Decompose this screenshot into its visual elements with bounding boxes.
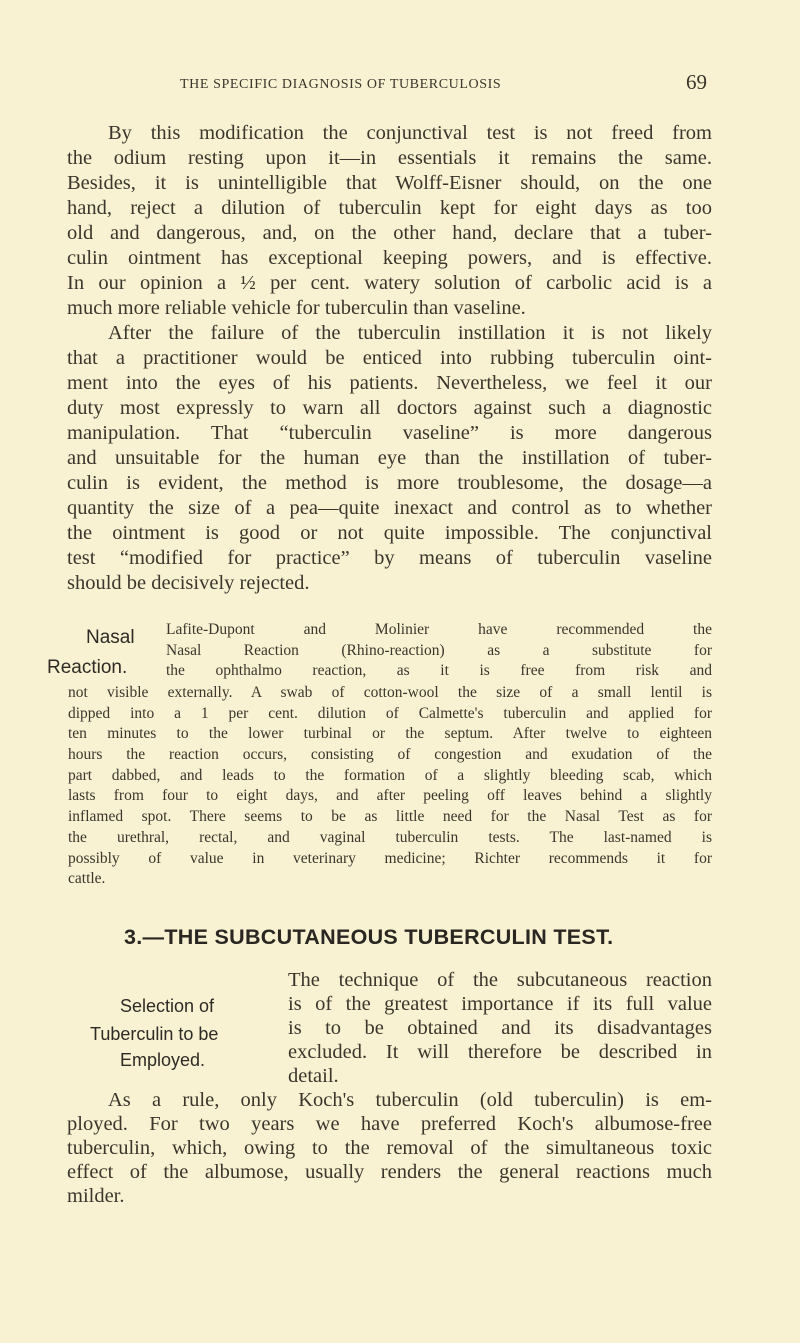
text-line: the ointment is good or not quite impossible. The conjunctival — [67, 522, 712, 544]
side-heading-employed: Employed. — [120, 1050, 206, 1070]
text-line: inflamed spot. There seems to be as little need for the Nasal Test as for — [68, 808, 712, 826]
text-line: should be decisively rejected. — [67, 572, 310, 594]
text-line: excluded. It will therefore be described in — [288, 1041, 712, 1063]
text-line: the odium resting upon it—in essentials it remains the same. — [67, 147, 712, 169]
side-heading-nasal: Nasal — [86, 627, 135, 648]
text-line: As a rule, only Koch's tuberculin (old tuberculin) is em- — [108, 1089, 712, 1111]
text-line: possibly of value in veterinary medicine; Richter recommends it for — [68, 849, 712, 867]
nasal-paragraph-top — [166, 620, 712, 682]
text-line: quantity the size of a pea—quite inexact and control as to whether — [67, 497, 712, 519]
text-line: is to be obtained and its disadvantages — [288, 1017, 712, 1039]
text-line: After the failure of the tuberculin instillation it is not likely — [108, 322, 712, 344]
text-line: In our opinion a ½ per cent. watery solution of carbolic acid is a — [67, 272, 712, 294]
text-line: hours the reaction occurs, consisting of congestion and exudation of the — [68, 746, 712, 764]
text-line: effect of the albumose, usually renders the general reactions much — [67, 1161, 712, 1183]
text-line: ployed. For two years we have preferred Koch's albumose-free — [67, 1113, 712, 1135]
text-line: cattle. — [68, 870, 106, 888]
page-number: 69 — [686, 70, 707, 94]
text-line: manipulation. That “tuberculin vaseline” is more dangerous — [67, 422, 712, 444]
text-line: Lafite-Dupont and Molinier have recommended the — [166, 621, 712, 638]
text-line: tuberculin, which, owing to the removal of the simultaneous toxic — [67, 1137, 712, 1159]
text-line: Besides, it is unintelligible that Wolff-Eisner should, on the one — [67, 172, 712, 194]
text-line: hand, reject a dilution of tuberculin kept for eight days as too — [67, 197, 712, 219]
text-line: culin ointment has exceptional keeping powers, and is effective. — [67, 247, 712, 269]
paragraph-conjunctival-modification — [67, 121, 712, 321]
text-line: ten minutes to the lower turbinal or the septum. After twelve to eighteen — [68, 725, 712, 743]
text-line: test “modified for practice” by means of tuberculin vaseline — [67, 547, 712, 569]
text-line: dipped into a 1 per cent. dilution of Calmette's tuberculin and applied for — [68, 704, 712, 722]
text-line: culin is evident, the method is more troublesome, the dosage—a — [67, 472, 712, 494]
text-line: and unsuitable for the human eye than the instillation of tuber- — [67, 447, 712, 469]
text-line: not visible externally. A swab of cotton-wool the size of a small lentil is — [68, 684, 712, 701]
text-line: the urethral, rectal, and vaginal tuberculin tests. The last-named is — [68, 828, 712, 846]
nasal-paragraph-rest — [68, 683, 712, 890]
text-line: is of the greatest importance if its full value — [288, 993, 712, 1015]
running-head: THE SPECIFIC DIAGNOSIS OF TUBERCULOSIS — [180, 77, 502, 92]
text-line: the ophthalmo reaction, as it is free from risk and — [166, 662, 712, 680]
text-line: Nasal Reaction (Rhino-reaction) as a substitute for — [166, 641, 712, 659]
text-line: detail. — [288, 1065, 339, 1087]
text-line: By this modification the conjunctival test is not freed from — [108, 122, 712, 144]
text-line: much more reliable vehicle for tuberculin than vaseline. — [67, 297, 526, 319]
text-line: The technique of the subcutaneous reaction — [288, 969, 712, 991]
side-heading-reaction: Reaction. — [47, 657, 128, 678]
text-line: lasts from four to eight days, and after peeling off leaves behind a slightly — [68, 787, 712, 805]
paragraph-tuberculin-ointment — [67, 321, 712, 596]
subcutaneous-paragraph-top — [288, 968, 712, 1088]
text-line: old and dangerous, and, on the other hand, declare that a tuber- — [67, 222, 712, 244]
subcutaneous-paragraph-rest — [67, 1088, 712, 1208]
text-line: that a practitioner would be enticed into rubbing tuberculin oint- — [67, 347, 712, 369]
section-heading: 3.—THE SUBCUTANEOUS TUBERCULIN TEST. — [124, 925, 614, 949]
side-heading-tuberculin: Tuberculin to be — [90, 1024, 219, 1044]
side-heading-selection: Selection of — [120, 996, 215, 1016]
text-line: ment into the eyes of his patients. Nevertheless, we feel it our — [67, 372, 712, 394]
text-line: milder. — [67, 1185, 125, 1207]
text-line: part dabbed, and leads to the formation of a slightly bleeding scab, which — [68, 766, 712, 784]
text-line: duty most expressly to warn all doctors against such a diagnostic — [67, 397, 712, 419]
